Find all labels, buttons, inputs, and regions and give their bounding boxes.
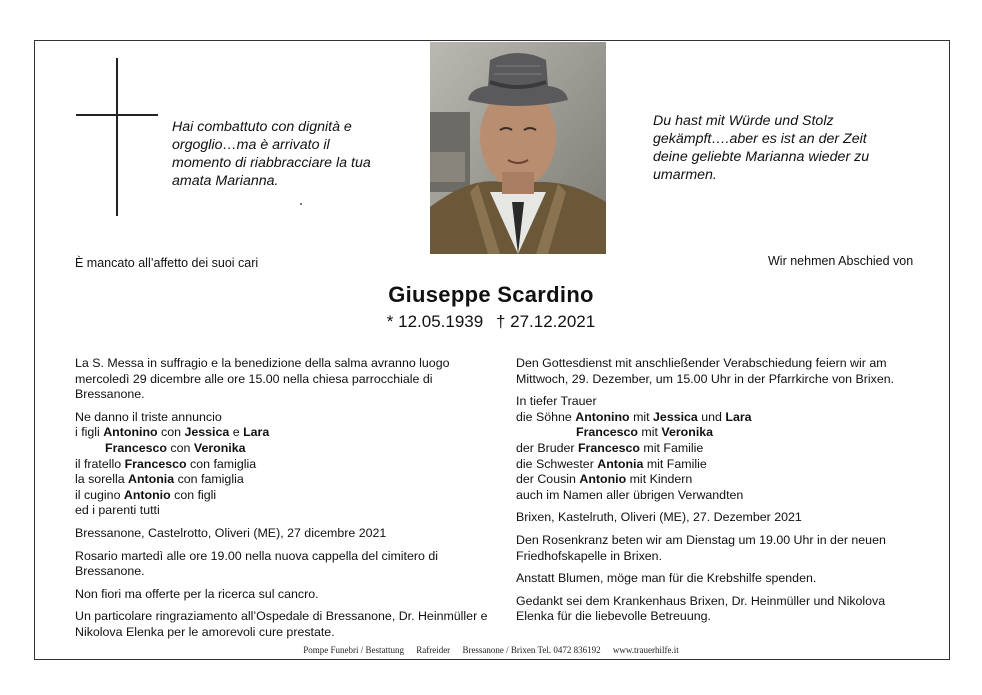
quote-german: Du hast mit Würde und Stolz gekämpft….aber es ist an der Zeit deine geliebte Marianna wieder zu umarmen. <box>653 113 870 183</box>
intro-italian: È mancato all’affetto dei suoi cari <box>75 256 259 270</box>
mass-info-de: Den Gottesdienst mit anschließender Verabschiedung feiern wir am Mittwoch, 29. Dezember, um 15.00 Uhr in der Pfarrkirche von Brixen. <box>516 356 895 386</box>
funeral-home-footer <box>0 645 982 655</box>
sister-line-it: la sorella Antonia con famiglia <box>75 472 244 487</box>
german-column <box>516 356 916 625</box>
children-line-it: i figli Antonino con Jessica e Lara <box>75 425 270 440</box>
place-date-de: Brixen, Kastelruth, Oliveri (ME), 27. Dezember 2021 <box>516 510 802 525</box>
rosary-it: Rosario martedì alle ore 19.00 nella nuova cappella del cimitero di Bressanone. <box>75 548 438 579</box>
footer-company: Pompe Funebri / Bestattung <box>303 645 404 655</box>
portrait-photo <box>430 42 606 254</box>
announcement-it: Ne danno il triste annuncio <box>75 409 222 424</box>
child2-line-de: Francesco mit Veronika <box>576 425 714 440</box>
children-line-de: die Söhne Antonino mit Jessica und Lara <box>516 409 752 424</box>
cross-symbol-bar <box>76 114 158 116</box>
child2-line-it: Francesco con Veronika <box>105 440 246 455</box>
birth-date: * 12.05.1939 <box>386 312 484 331</box>
flowers-de: Anstatt Blumen, möge man für die Krebshilfe spenden. <box>516 571 817 586</box>
cousin-line-de: der Cousin Antonio mit Kindern <box>516 472 693 487</box>
sister-line-de: die Schwester Antonia mit Familie <box>516 456 707 471</box>
decorative-dot <box>300 203 302 205</box>
place-date-it: Bressanone, Castelrotto, Oliveri (ME), 27 dicembre 2021 <box>75 525 387 540</box>
footer-website[interactable]: www.trauerhilfe.it <box>612 645 679 655</box>
thanks-de: Gedankt sei dem Krankenhaus Brixen, Dr. Heinmüller und Nikolova Elenka für die liebevolle Betreuung. <box>516 593 886 624</box>
deceased-name: Giuseppe Scardino <box>388 282 594 307</box>
brother-line-de: der Bruder Francesco mit Familie <box>516 440 704 455</box>
announcement-de: In tiefer Trauer <box>516 394 597 409</box>
italian-column <box>75 356 500 641</box>
rosary-de: Den Rosenkranz beten wir am Dienstag um 19.00 Uhr in der neuen Friedhofskapelle in Brixen. <box>516 532 886 563</box>
relatives-it: ed i parenti tutti <box>75 503 160 518</box>
brother-line-it: il fratello Francesco con famiglia <box>75 456 257 471</box>
cross-symbol <box>116 58 118 216</box>
death-date: † 27.12.2021 <box>495 312 596 331</box>
cousin-line-it: il cugino Antonio con figli <box>75 487 217 502</box>
flowers-it: Non fiori ma offerte per la ricerca sul cancro. <box>75 586 319 601</box>
footer-name: Rafreider <box>416 645 451 655</box>
quote-italian: Hai combattuto con dignità e orgoglio…ma è arrivato il momento di riabbracciare la tua amata Marianna. <box>172 119 371 189</box>
relatives-de: auch im Namen aller übrigen Verwandten <box>516 487 744 502</box>
footer-address: Bressanone / Brixen Tel. 0472 836192 <box>462 645 601 655</box>
life-dates <box>0 312 982 332</box>
intro-german: Wir nehmen Abschied von <box>768 254 914 268</box>
mass-info-it: La S. Messa in suffragio e la benedizione della salma avranno luogo mercoledì 29 dicembre alle ore 15.00 nella chiesa parrocchiale di Bressanone. <box>75 356 450 402</box>
thanks-it: Un particolare ringraziamento all’Ospedale di Bressanone, Dr. Heinmüller e Nikolova Elenka per le amorevoli cure prestate. <box>75 609 488 639</box>
